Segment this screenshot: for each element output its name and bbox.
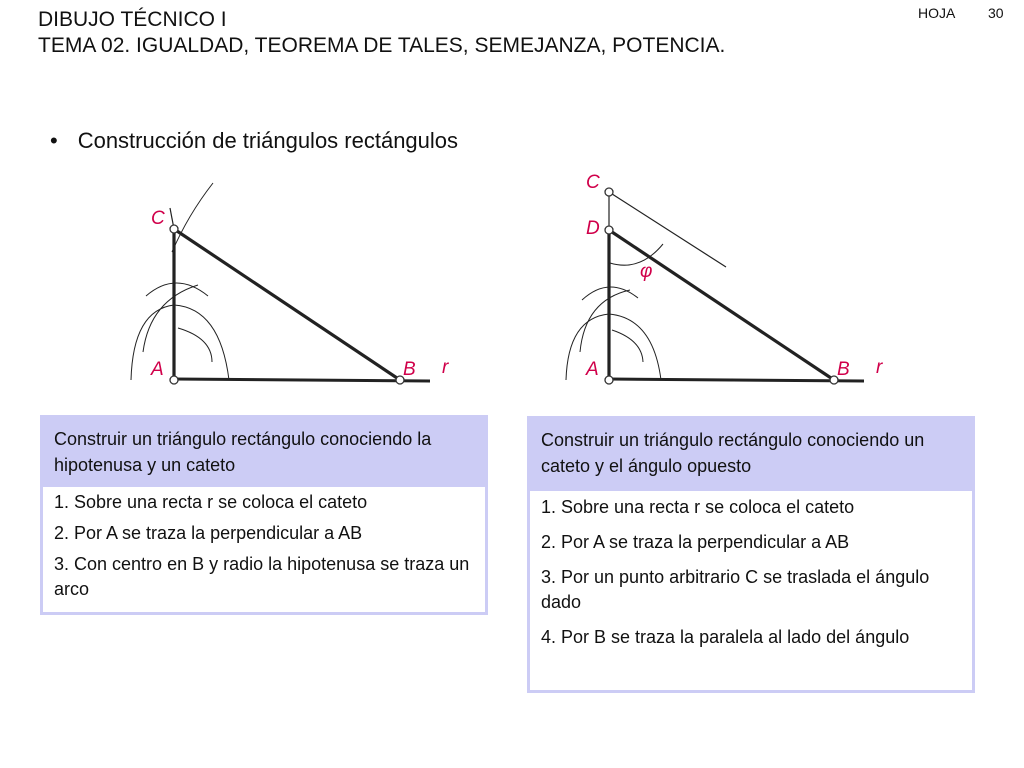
- figure-hypotenuse-leg: [131, 183, 449, 384]
- step-3: 3. Con centro en B y radio la hipotenusa se traza un arco: [54, 554, 470, 599]
- section-heading-text: Construcción de triángulos rectángulos: [77, 128, 459, 153]
- step-3: 3. Por un punto arbitrario C se traslada el ángulo dado: [541, 567, 930, 612]
- label-c: C: [151, 208, 165, 229]
- document-title: DIBUJO TÉCNICO I: [38, 8, 227, 31]
- base-arc: [131, 305, 229, 380]
- step-2: 2. Por A se traza la perpendicular a AB: [54, 523, 363, 543]
- perpendicular-arc-right: [612, 330, 643, 362]
- hypotenuse-cb: [174, 229, 400, 380]
- point-a: [605, 376, 613, 384]
- card-title: Construir un triángulo rectángulo conociendo la hipotenusa y un cateto: [43, 418, 485, 487]
- card-title: Construir un triángulo rectángulo conociendo un cateto y el ángulo opuesto: [530, 419, 972, 491]
- point-d: [605, 226, 613, 234]
- topic-title: TEMA 02. IGUALDAD, TEOREMA DE TALES, SEMEJANZA, POTENCIA.: [38, 34, 726, 57]
- perpendicular-arc-left: [143, 285, 198, 352]
- line-r: [174, 379, 430, 381]
- label-phi: φ: [640, 261, 653, 282]
- label-b: B: [403, 359, 416, 380]
- point-c: [170, 225, 178, 233]
- sheet-label: HOJA: [918, 5, 956, 21]
- transferred-angle-side: [609, 192, 726, 267]
- line-r: [609, 379, 864, 381]
- label-a: A: [151, 359, 164, 380]
- point-a: [170, 376, 178, 384]
- label-d: D: [586, 218, 600, 239]
- figure-leg-angle: [566, 172, 883, 384]
- step-4: 4. Por B se traza la paralela al lado del ángulo: [541, 627, 910, 647]
- label-b: B: [837, 359, 850, 380]
- step-1: 1. Sobre una recta r se coloca el cateto: [541, 497, 855, 517]
- sheet-number: 30: [988, 5, 1004, 21]
- label-a: A: [586, 359, 599, 380]
- step-1: 1. Sobre una recta r se coloca el cateto: [54, 492, 368, 512]
- card-hypotenuse-leg: [40, 415, 488, 615]
- point-c: [605, 188, 613, 196]
- card-leg-angle: [527, 416, 975, 693]
- perpendicular-arc-left: [580, 290, 630, 352]
- perpendicular-arc-right: [178, 328, 212, 362]
- step-2: 2. Por A se traza la perpendicular a AB: [541, 532, 850, 552]
- bullet-symbol: •: [50, 128, 58, 153]
- label-r: r: [876, 357, 883, 378]
- label-c: C: [586, 172, 600, 193]
- label-r: r: [442, 357, 449, 378]
